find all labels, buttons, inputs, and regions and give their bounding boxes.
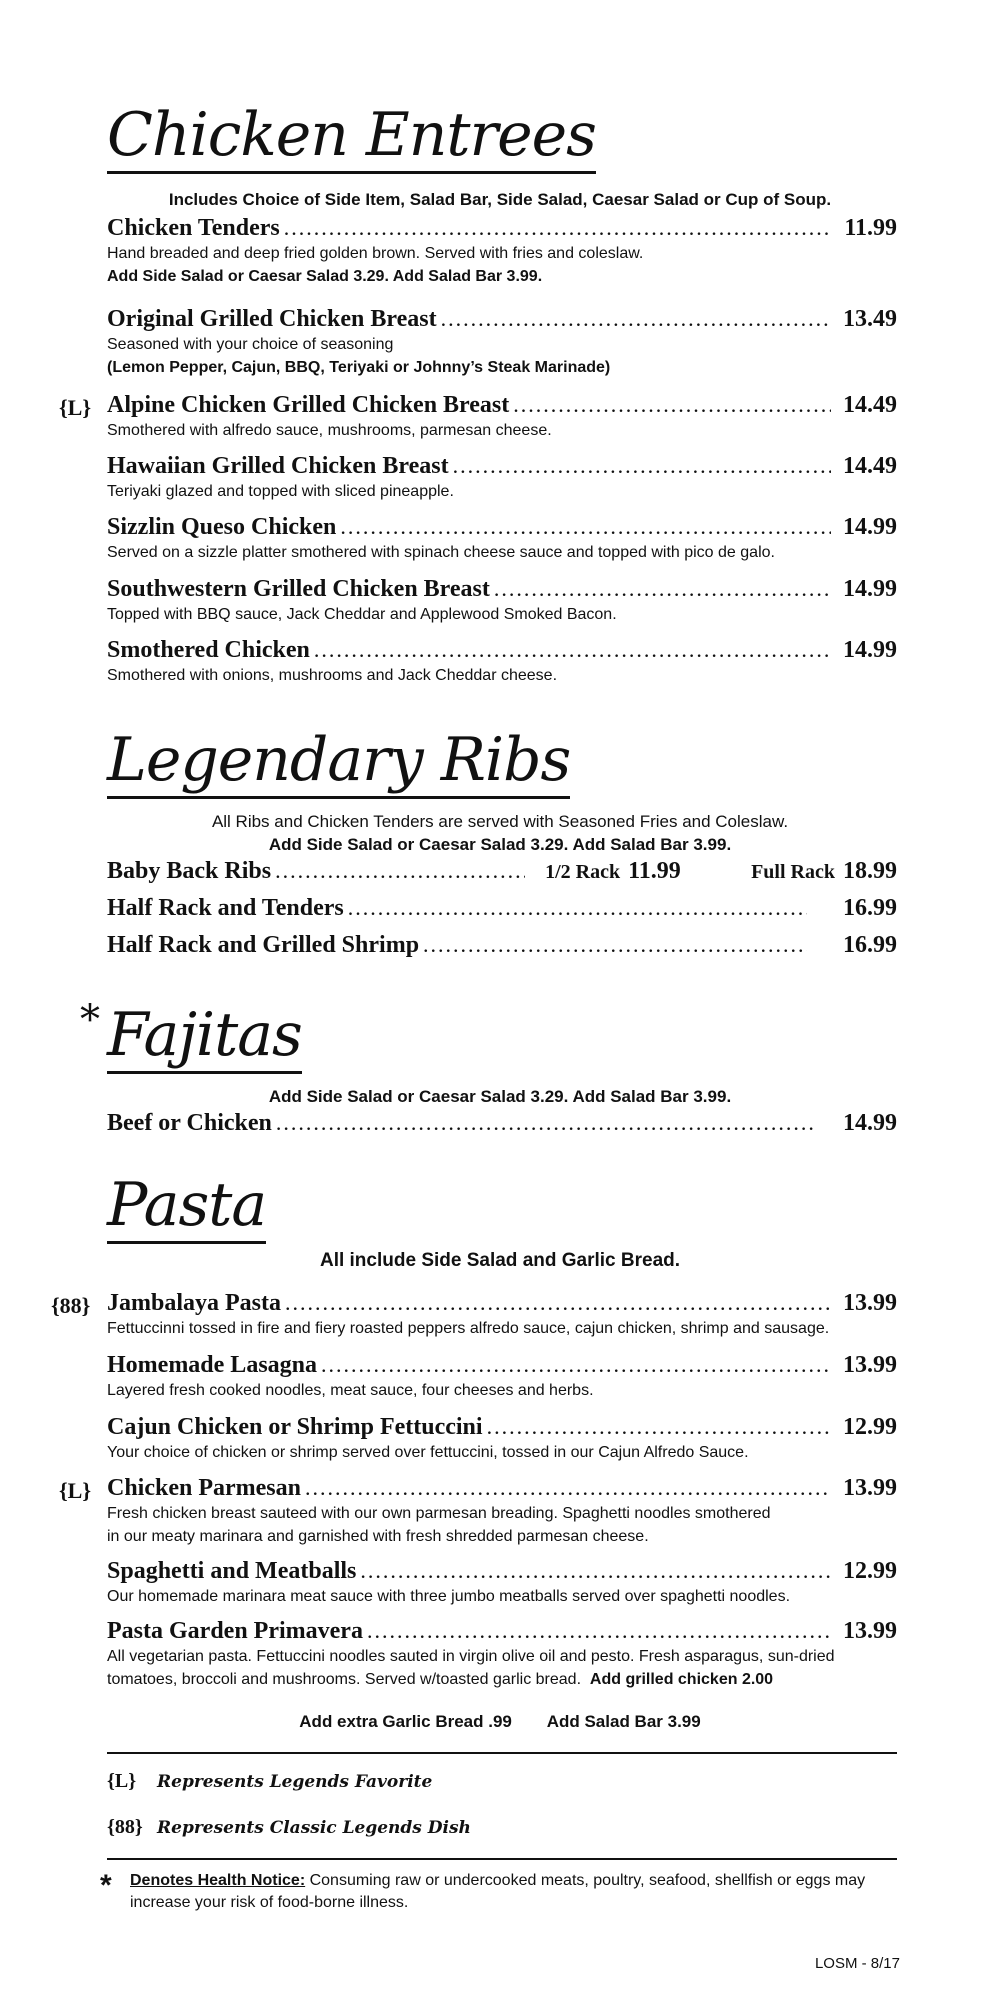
item-name: Half Rack and Grilled Shrimp xyxy=(107,932,420,958)
divider xyxy=(107,1858,897,1860)
menu-item xyxy=(107,453,897,503)
item-name: Pasta Garden Primavera xyxy=(107,1618,363,1644)
item-price: 16.99 xyxy=(843,932,897,958)
menu-item xyxy=(107,1414,897,1464)
half-rack-label: 1/2 Rack xyxy=(545,861,621,883)
menu-item xyxy=(107,637,897,687)
item-price: 13.99 xyxy=(843,1618,897,1644)
item-price: 14.49 xyxy=(843,453,897,479)
legend-favorite-tag: {L} xyxy=(107,1770,137,1792)
menu-item xyxy=(107,514,897,564)
item-description: Topped with BBQ sauce, Jack Cheddar and Applewood Smoked Bacon. xyxy=(107,606,617,623)
full-rack-price: 18.99 xyxy=(843,858,897,884)
item-price: 11.99 xyxy=(844,215,897,241)
legendary-ribs-title: Legendary Ribs xyxy=(107,730,570,799)
menu-item xyxy=(107,1110,897,1137)
legend-favorite-text: Represents Legends Favorite xyxy=(157,1772,433,1792)
menu-item xyxy=(107,932,897,959)
pasta-note: All include Side Salad and Garlic Bread. xyxy=(319,1250,681,1271)
menu-item xyxy=(59,1475,897,1548)
item-name: Southwestern Grilled Chicken Breast xyxy=(107,576,490,602)
item-name: Cajun Chicken or Shrimp Fettuccini xyxy=(107,1414,483,1440)
item-price: 14.99 xyxy=(843,637,897,663)
extra-garlic-bread: Add extra Garlic Bread .99 xyxy=(299,1712,512,1731)
full-rack-label: Full Rack xyxy=(751,861,835,883)
item-name: Hawaiian Grilled Chicken Breast xyxy=(107,453,449,479)
classic-legends-tag: {88} xyxy=(51,1293,91,1318)
item-price: 14.99 xyxy=(843,576,897,602)
item-description: Smothered with onions, mushrooms and Jack Cheddar cheese. xyxy=(107,667,558,684)
legend-classic xyxy=(107,1816,471,1839)
health-notice-label: Denotes Health Notice: xyxy=(130,1872,306,1889)
menu-item xyxy=(107,306,897,379)
item-name: Homemade Lasagna xyxy=(107,1352,317,1378)
item-name: Baby Back Ribs xyxy=(107,858,272,884)
pasta-title: Pasta xyxy=(107,1175,266,1244)
menu-item xyxy=(107,858,897,885)
legends-favorite-tag: {L} xyxy=(59,395,92,420)
item-price: 12.99 xyxy=(843,1414,897,1440)
item-name: Chicken Parmesan xyxy=(107,1475,301,1501)
item-description: Hand breaded and deep fried golden brown. Served with fries and coleslaw. xyxy=(107,245,644,262)
menu-item xyxy=(107,1558,897,1608)
item-description: Fresh chicken breast sauteed with our own parmesan breading. Spaghetti noodles smothered xyxy=(107,1505,771,1522)
item-price: 16.99 xyxy=(843,895,897,921)
item-price: 13.99 xyxy=(843,1475,897,1501)
menu-item xyxy=(107,1352,897,1402)
legend-classic-text: Represents Classic Legends Dish xyxy=(157,1818,471,1838)
item-name: Original Grilled Chicken Breast xyxy=(107,306,437,332)
menu-item xyxy=(51,1290,897,1340)
health-star: * xyxy=(100,1869,112,1902)
item-description: Teriyaki glazed and topped with sliced pineapple. xyxy=(107,483,454,500)
item-name: Alpine Chicken Grilled Chicken Breast xyxy=(107,392,510,418)
item-description-cont: tomatoes, broccoli and mushrooms. Served w/toasted garlic bread. xyxy=(107,1670,582,1688)
item-addon: Add Side Salad or Caesar Salad 3.29. Add Salad Bar 3.99. xyxy=(107,267,543,285)
menu-item xyxy=(107,576,897,626)
menu-code: LOSM - 8/17 xyxy=(814,1955,900,1972)
chicken-entrees-title: Chicken Entrees xyxy=(107,105,596,174)
legend-classic-tag: {88} xyxy=(107,1816,143,1838)
item-description: Layered fresh cooked noodles, meat sauce, four cheeses and herbs. xyxy=(107,1382,594,1399)
health-notice xyxy=(100,1869,900,1913)
item-description: Your choice of chicken or shrimp served over fettuccini, tossed in our Cajun Alfredo Sauce. xyxy=(107,1444,749,1461)
item-price: 14.99 xyxy=(843,1110,897,1136)
item-description: Smothered with alfredo sauce, mushrooms, parmesan cheese. xyxy=(107,422,552,439)
item-price: 14.49 xyxy=(843,392,897,418)
item-name: Jambalaya Pasta xyxy=(107,1290,281,1316)
item-price: 13.99 xyxy=(843,1290,897,1316)
pasta-extras xyxy=(0,1712,1000,1732)
item-description: All vegetarian pasta. Fettuccini noodles sauted in virgin olive oil and pesto. Fresh asparagus, sun-dried xyxy=(107,1648,835,1665)
fajitas-health-star: * xyxy=(80,997,100,1043)
item-price: 12.99 xyxy=(843,1558,897,1584)
menu-item xyxy=(59,392,897,442)
half-rack-price: 11.99 xyxy=(628,858,681,884)
item-name: Half Rack and Tenders xyxy=(107,895,344,921)
chicken-note: Includes Choice of Side Item, Salad Bar, Side Salad, Caesar Salad or Cup of Soup. xyxy=(168,190,832,209)
item-name: Smothered Chicken xyxy=(107,637,310,663)
item-description: Seasoned with your choice of seasoning xyxy=(107,336,394,353)
fajitas-title: Fajitas xyxy=(107,1005,302,1074)
item-price: 14.99 xyxy=(843,514,897,540)
item-seasonings: (Lemon Pepper, Cajun, BBQ, Teriyaki or Johnny’s Steak Marinade) xyxy=(107,358,611,376)
menu-item xyxy=(107,1618,897,1691)
item-price: 13.49 xyxy=(843,306,897,332)
legend-favorite xyxy=(107,1770,432,1793)
item-description: Our homemade marinara meat sauce with three jumbo meatballs served over spaghetti noodles. xyxy=(107,1588,791,1605)
item-name: Spaghetti and Meatballs xyxy=(107,1558,357,1584)
ribs-note: All Ribs and Chicken Tenders are served with Seasoned Fries and Coleslaw. xyxy=(211,812,789,831)
menu-item xyxy=(107,215,897,288)
item-name: Beef or Chicken xyxy=(107,1110,272,1136)
fajitas-note: Add Side Salad or Caesar Salad 3.29. Add Salad Bar 3.99. xyxy=(268,1087,732,1106)
item-name: Sizzlin Queso Chicken xyxy=(107,514,337,540)
item-price: 13.99 xyxy=(843,1352,897,1378)
item-description: Fettuccinni tossed in fire and fiery roasted peppers alfredo sauce, cajun chicken, shrimp and sausage. xyxy=(107,1320,830,1337)
extra-salad-bar: Add Salad Bar 3.99 xyxy=(546,1712,701,1731)
ribs-addon-note: Add Side Salad or Caesar Salad 3.29. Add Salad Bar 3.99. xyxy=(268,835,732,854)
menu-item xyxy=(107,895,897,922)
legends-favorite-tag: {L} xyxy=(59,1478,92,1503)
item-description-cont: in our meaty marinara and garnished with fresh shredded parmesan cheese. xyxy=(107,1527,649,1545)
add-chicken-addon: Add grilled chicken 2.00 xyxy=(589,1670,774,1688)
health-notice-text: Consuming raw or undercooked meats, poultry, seafood, shellfish or eggs may increase your risk of food-borne illness. xyxy=(130,1872,866,1911)
item-name: Chicken Tenders xyxy=(107,215,280,241)
item-description: Served on a sizzle platter smothered with spinach cheese sauce and topped with pico de galo. xyxy=(107,544,775,561)
divider xyxy=(107,1752,897,1754)
